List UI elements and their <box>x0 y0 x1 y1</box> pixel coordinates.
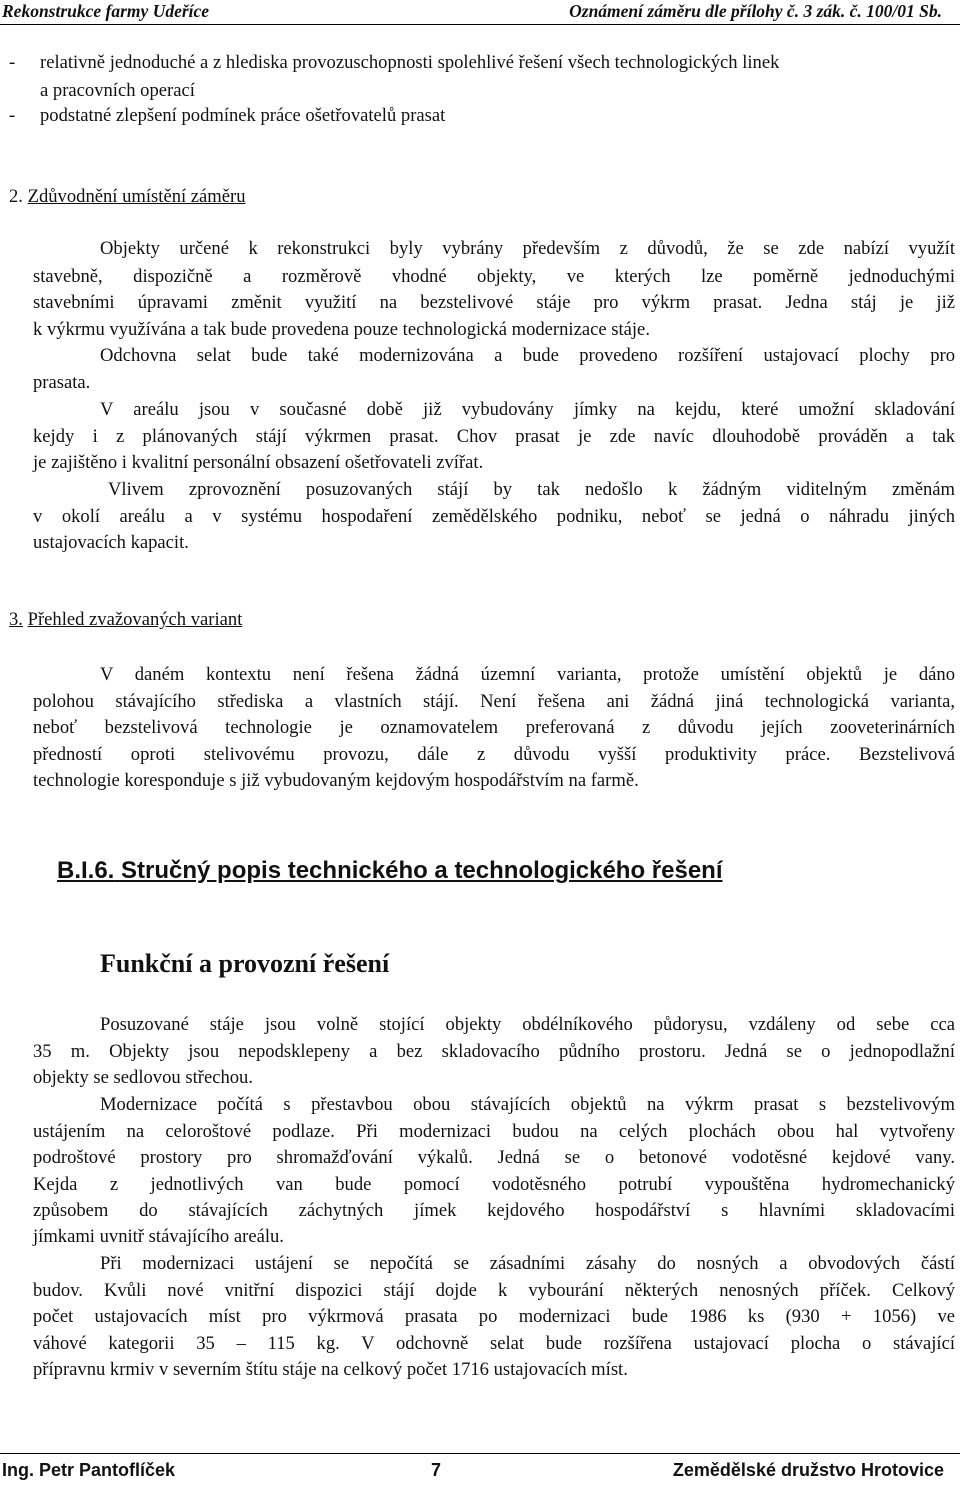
chapter-title: Stručný popis technického a technologického řešení <box>121 857 723 884</box>
paragraph-line: V areálu jsou v současné době již vybudovány jímky na kejdu, které umožní skladování <box>100 399 955 420</box>
footer-organization: Zemědělské družstvo Hrotovice <box>672 1460 944 1480</box>
paragraph-line: je zajištěno i kvalitní personální obsazení ošetřovateli zvířat. <box>33 452 484 473</box>
bullet-text-line: a pracovních operací <box>40 80 195 101</box>
footer-page-number: 7 <box>431 1460 442 1480</box>
paragraph-line: váhové kategorii 35 – 115 kg. V odchovně selat bude rozšířena ustajovací plocha o stávající <box>33 1333 955 1354</box>
paragraph-line: kejdy i z plánovaných stájí výkrmen prasat. Chov prasat je zde navíc dlouhodobě prováděn a tak <box>33 426 955 447</box>
paragraph-line: Vlivem zprovoznění posuzovaných stájí by tak nedošlo k žádným viditelným změnám <box>108 479 955 500</box>
footer-author: Ing. Petr Pantoflíček <box>2 1460 176 1480</box>
page-header <box>0 0 960 25</box>
paragraph-line: jímkami uvnitř stávajícího areálu. <box>33 1226 284 1247</box>
bullet-text-line: relativně jednoduché a z hlediska provozuschopnosti spolehlivé řešení všech technologických linek <box>40 52 780 73</box>
section-2-heading <box>9 182 246 212</box>
paragraph-line: Posuzované stáje jsou volně stojící objekty obdélníkového půdorysu, vzdáleny od sebe cca <box>100 1014 955 1035</box>
paragraph-line: způsobem do stávajících záchytných jímek kejdového hospodářství s hlavními skladovacími <box>33 1200 955 1221</box>
section-3-number: 3. <box>9 609 23 630</box>
paragraph-line: ustajovacích kapacit. <box>33 532 189 553</box>
paragraph-line: přípravnu krmiv v severním štítu stáje na celkový počet 1716 ustajovacích míst. <box>33 1359 628 1380</box>
paragraph-line: ustájením na celoroštové podlaze. Při modernizaci budou na celých plochách obou hal vytvořeny <box>33 1121 955 1142</box>
paragraph-line: počet ustajovacích míst pro výkrmová prasata po modernizaci bude 1986 ks (930 + 1056) ve <box>33 1306 955 1327</box>
bullet-dash: - <box>9 105 16 126</box>
section-2-title: Zdůvodnění umístění záměru <box>27 186 246 207</box>
paragraph-line: polohou stávajícího střediska a vlastních stájí. Není řešena ani žádná jiná technologická varianta, <box>33 691 955 712</box>
chapter-number: B.I.6. <box>57 857 115 884</box>
paragraph-line: k výkrmu využívána a tak bude provedena pouze technologická modernizace stáje. <box>33 319 650 340</box>
paragraph-line: Odchovna selat bude také modernizována a bude provedeno rozšíření ustajovací plochy pro <box>100 345 955 366</box>
subsection-title: Funkční a provozní řešení <box>100 949 390 978</box>
paragraph-line: Kejda z jednotlivých van bude pomocí vodotěsného potrubí vypouštěna hydromechanický <box>33 1174 955 1195</box>
paragraph-line: 35 m. Objekty jsou nepodsklepeny a bez skladovacího půdního prostoru. Jedná se o jednopodlažní <box>33 1041 955 1062</box>
paragraph-line: neboť bezstelivová technologie je oznamovatelem preferovaná z důvodu jejích zooveterinárních <box>33 717 955 738</box>
header-project-title: Rekonstrukce farmy Udeříce <box>2 1 210 21</box>
bullet-dash: - <box>9 52 16 73</box>
section-3-title: Přehled zvažovaných variant <box>27 609 243 630</box>
paragraph-line: v okolí areálu a v systému hospodaření zemědělského podniku, neboť se jedná o náhradu jiných <box>33 506 955 527</box>
paragraph-line: budov. Kvůli nové vnitřní dispozici stájí dojde k vybourání některých nenosných příček. Celkový <box>33 1280 955 1301</box>
section-3-heading <box>9 605 242 635</box>
paragraph-line: V daném kontextu není řešena žádná územní varianta, protože umístění objektů je dáno <box>100 664 955 685</box>
paragraph-line: prasata. <box>33 372 91 393</box>
paragraph-line: předností oproti stelivovému provozu, dále z důvodu vyšší produktivity práce. Bezstelivová <box>33 744 955 765</box>
paragraph-line: podroštové prostory pro shromažďování výkalů. Jedná se o betonové vodotěsné kejdové vany. <box>33 1147 955 1168</box>
header-document-title: Oznámení záměru dle přílohy č. 3 zák. č. 100/01 Sb. <box>569 1 942 21</box>
paragraph-line: stavebními úpravami změnit využití na bezstelivové stáje pro výkrm prasat. Jedna stáj je již <box>33 292 955 313</box>
paragraph-line: technologie koresponduje s již vybudovaným kejdovým hospodářstvím na farmě. <box>33 770 639 791</box>
page-footer <box>0 1453 960 1485</box>
paragraph-line: Při modernizaci ustájení se nepočítá se zásadními zásahy do nosných a obvodových částí <box>100 1253 955 1274</box>
paragraph-line: Objekty určené k rekonstrukci byly vybrány především z důvodů, že se zde nabízí využít <box>100 238 955 259</box>
bullet-text-line: podstatné zlepšení podmínek práce ošetřovatelů prasat <box>40 105 446 126</box>
paragraph-line: Modernizace počítá s přestavbou obou stávajících objektů na výkrm prasat s bezstelivovým <box>100 1094 955 1115</box>
paragraph-line: objekty se sedlovou střechou. <box>33 1067 253 1088</box>
section-2-number: 2. <box>9 186 23 207</box>
paragraph-line: stavebně, dispozičně a rozměrově vhodné objekty, ve kterých lze poměrně jednoduchými <box>33 266 955 287</box>
chapter-heading <box>57 857 723 885</box>
